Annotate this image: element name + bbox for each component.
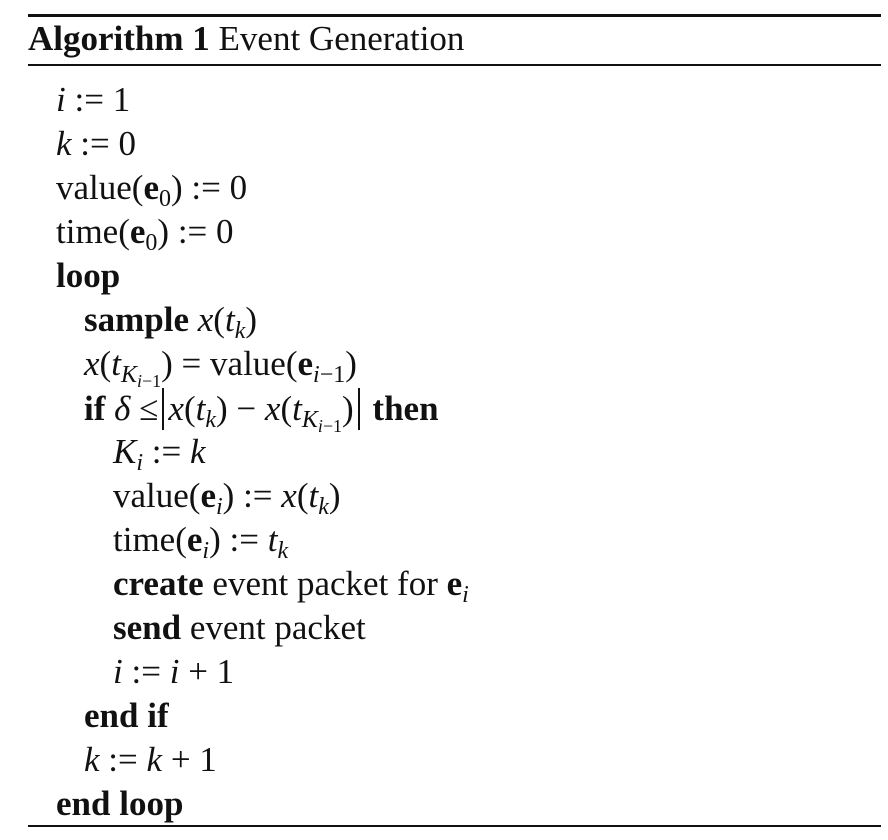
line-assign-time: $time(e_i)$ := $t_k$: [113, 520, 289, 564]
line-increment-k: k := k + 1: [84, 740, 217, 779]
keyword-end-if: end if: [84, 696, 169, 735]
line-create: create event packet for $e_i$: [113, 564, 469, 608]
algorithm-title: Event Generation: [218, 19, 465, 58]
line-init-i: i := 1: [56, 80, 131, 119]
line-init-value: $value(e_0)$ := 0: [56, 168, 248, 212]
algorithm-caption: [28, 18, 464, 60]
algorithm-block: [28, 14, 881, 830]
line-assign-x: $x(t_{K_{i-1}})$ = $value(e_{i-1})$: [84, 344, 357, 391]
line-if: if $\delta \le x(t_k) - x(t_{K_{i-1}})$ then: [84, 389, 439, 436]
algorithm-label: Algorithm 1: [28, 19, 210, 58]
keyword-if: if: [84, 389, 106, 428]
keyword-end-loop: end loop: [56, 784, 184, 823]
line-send: send event packet: [113, 608, 366, 647]
line-init-time: $time(e_0)$ := 0: [56, 212, 234, 256]
line-sample: sample $x(t_k)$: [84, 300, 257, 344]
line-assign-Ki: $K_i$ := k: [113, 432, 206, 476]
line-increment-i: i := i + 1: [113, 652, 235, 691]
caption-rule: [28, 64, 881, 66]
line-end-loop: [56, 784, 183, 824]
line-loop: [56, 256, 120, 296]
keyword-sample: sample: [84, 300, 189, 339]
top-rule: [28, 14, 881, 17]
line-init-k: k := 0: [56, 124, 137, 163]
keyword-create: create: [113, 564, 204, 603]
line-assign-value: $value(e_i)$ := $x(t_k)$: [113, 476, 341, 520]
keyword-then: then: [372, 389, 439, 428]
bottom-rule: [28, 825, 881, 827]
keyword-loop: loop: [56, 256, 121, 295]
line-end-if: [84, 696, 169, 736]
keyword-send: send: [113, 608, 182, 647]
